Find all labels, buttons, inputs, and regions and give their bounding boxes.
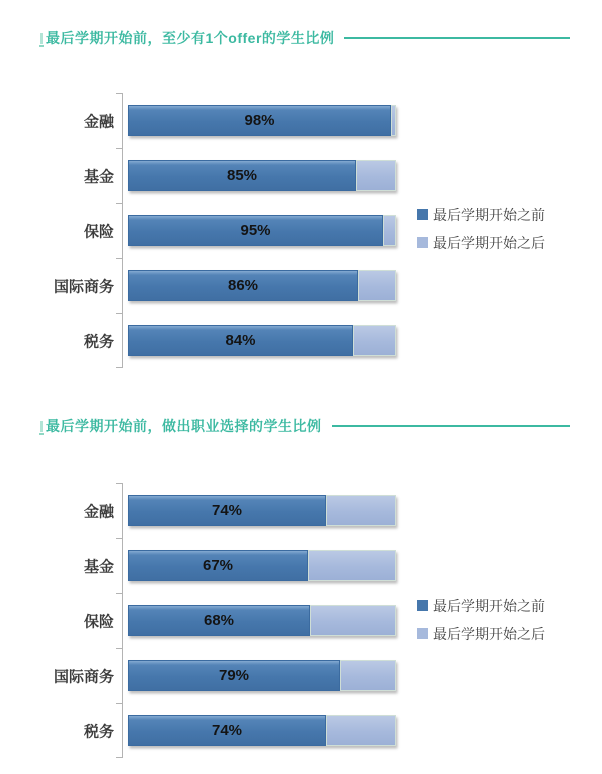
axis-tick xyxy=(116,703,123,704)
category-label: 保险 xyxy=(83,613,114,630)
category-label: 基金 xyxy=(83,168,114,185)
axis-tick xyxy=(116,483,123,484)
bar-segment-before xyxy=(128,660,340,691)
category-label: 国际商务 xyxy=(53,278,114,295)
category-label: 税务 xyxy=(83,723,114,740)
axis-tick xyxy=(116,93,123,94)
bar-segment-after xyxy=(340,660,396,691)
bar-track xyxy=(128,325,396,356)
bar-value-label: 84% xyxy=(225,332,256,349)
title-tick-icon xyxy=(40,421,43,432)
bar-row xyxy=(83,703,395,758)
bar-track xyxy=(128,215,396,246)
title-rule xyxy=(344,37,570,39)
axis-tick xyxy=(116,258,123,259)
bar-segment-after xyxy=(391,105,396,136)
legend-career-choice xyxy=(417,596,545,643)
bar-segment-before xyxy=(128,550,308,581)
chart-title-text: 最后学期开始前，至少有1个offer的学生比例 xyxy=(46,30,335,46)
category-label: 金融 xyxy=(83,113,114,130)
bar-segment-before xyxy=(128,715,326,746)
bar-track xyxy=(128,715,396,746)
axis-tick xyxy=(116,203,123,204)
legend-item xyxy=(417,624,545,643)
bar-track xyxy=(128,605,396,636)
bar-row xyxy=(83,538,395,593)
bar-segment-before xyxy=(128,325,353,356)
chart-title-text: 最后学期开始前，做出职业选择的学生比例 xyxy=(46,418,322,434)
bar-segment-after xyxy=(383,215,396,246)
bar-segment-after xyxy=(326,495,396,526)
legend-label: 最后学期开始之前 xyxy=(433,597,545,614)
bar-track xyxy=(128,105,396,136)
bar-segment-after xyxy=(308,550,396,581)
legend-swatch-before-icon xyxy=(417,209,428,220)
bar-track xyxy=(128,160,396,191)
legend-swatch-after-icon xyxy=(417,628,428,639)
bar-segment-before xyxy=(128,215,383,246)
category-label: 保险 xyxy=(83,223,114,240)
legend-label: 最后学期开始之前 xyxy=(433,206,545,223)
axis-tick xyxy=(116,367,123,368)
chart-title-offers xyxy=(40,30,570,46)
bar-row xyxy=(83,593,395,648)
bar-plot-offers xyxy=(53,93,395,368)
bar-plot-career-choice xyxy=(53,483,395,758)
category-label: 基金 xyxy=(83,558,114,575)
bar-value-label: 74% xyxy=(211,722,243,739)
bar-row xyxy=(83,203,395,258)
bar-value-label: 85% xyxy=(226,167,258,184)
legend-swatch-before-icon xyxy=(417,600,428,611)
bar-segment-after xyxy=(326,715,396,746)
bar-track xyxy=(128,495,396,526)
legend-label: 最后学期开始之后 xyxy=(433,234,545,251)
bar-row xyxy=(53,648,395,703)
legend-item xyxy=(417,596,545,615)
axis-tick xyxy=(116,593,123,594)
legend-label: 最后学期开始之后 xyxy=(433,625,545,642)
legend-item xyxy=(417,233,545,252)
title-rule xyxy=(332,425,571,427)
bar-value-label: 67% xyxy=(202,557,234,574)
legend-swatch-after-icon xyxy=(417,237,428,248)
bar-value-label: 74% xyxy=(211,502,243,519)
axis-tick xyxy=(116,538,123,539)
axis-tick xyxy=(116,757,123,758)
bar-segment-before xyxy=(128,495,326,526)
category-label: 金融 xyxy=(83,503,114,520)
bar-segment-before xyxy=(128,105,391,136)
bar-value-label: 68% xyxy=(203,612,235,629)
bar-value-label: 86% xyxy=(227,277,259,294)
bar-track xyxy=(128,660,396,691)
bar-row xyxy=(83,93,395,148)
bar-segment-before xyxy=(128,160,356,191)
bar-row xyxy=(83,483,395,538)
bar-value-label: 95% xyxy=(240,222,271,239)
bar-track xyxy=(128,550,396,581)
bar-segment-before xyxy=(128,605,310,636)
bar-row xyxy=(53,258,395,313)
bar-row xyxy=(83,313,395,368)
title-tick-icon xyxy=(40,33,43,44)
bar-track xyxy=(128,270,396,301)
bar-segment-after xyxy=(358,270,396,301)
axis-tick xyxy=(116,148,123,149)
category-label: 国际商务 xyxy=(53,668,114,685)
bar-value-label: 98% xyxy=(244,112,275,129)
legend-offers xyxy=(417,205,545,252)
bar-segment-after xyxy=(353,325,396,356)
bar-value-label: 79% xyxy=(218,667,250,684)
bar-row xyxy=(83,148,395,203)
axis-tick xyxy=(116,313,123,314)
chart-title-career-choice xyxy=(40,418,570,434)
legend-item xyxy=(417,205,545,224)
bar-segment-before xyxy=(128,270,358,301)
category-label: 税务 xyxy=(83,333,114,350)
bar-segment-after xyxy=(310,605,396,636)
axis-tick xyxy=(116,648,123,649)
bar-segment-after xyxy=(356,160,396,191)
